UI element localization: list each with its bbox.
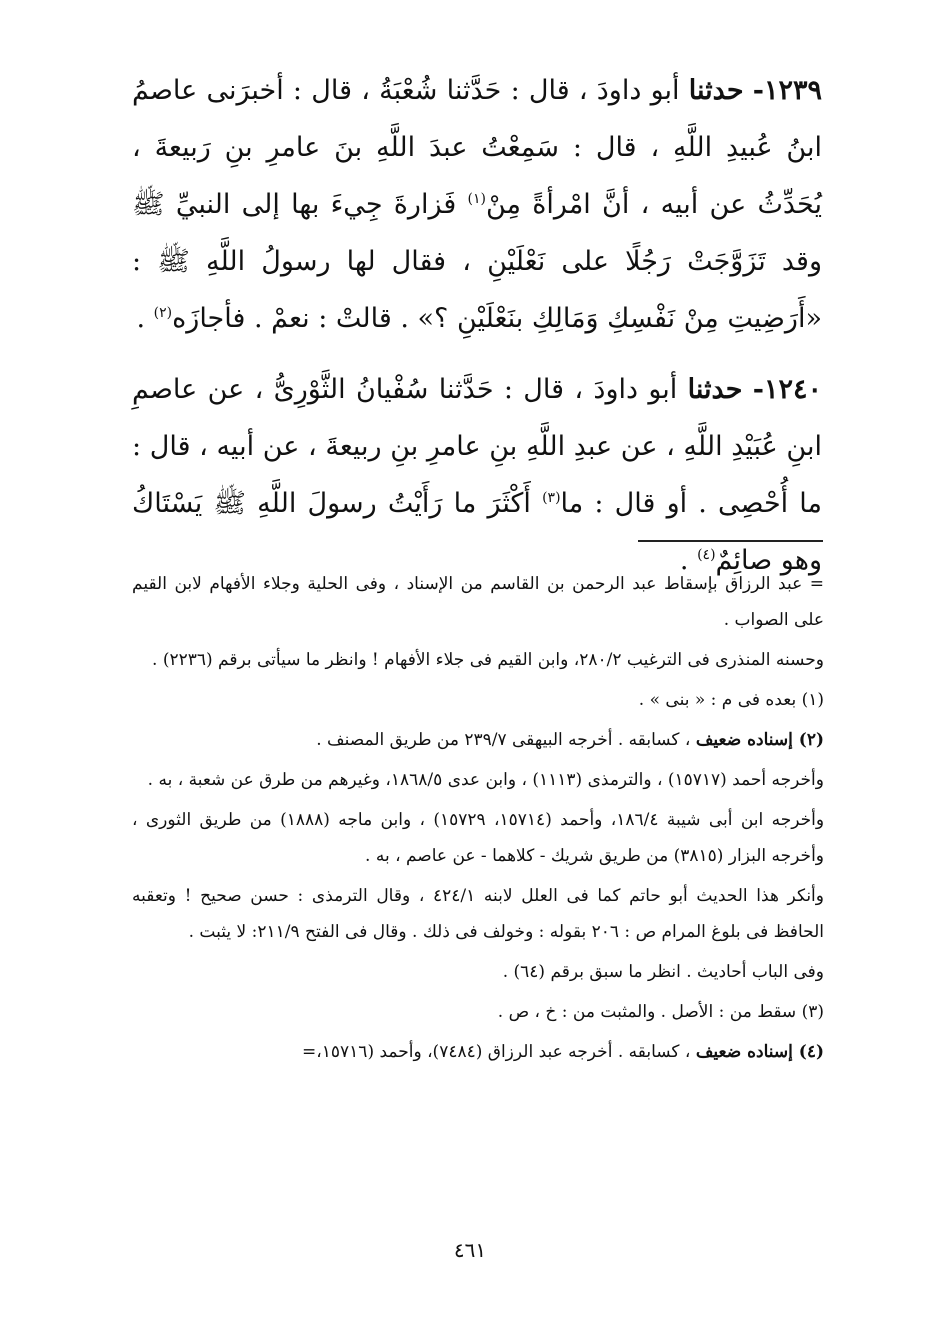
footnote-paragraph [132,682,824,718]
footnote-paragraph [132,762,824,798]
main-text [132,62,822,603]
footnote-ref: (٣) [542,490,561,506]
footnote-divider [638,540,823,542]
footnote-paragraph [132,878,824,950]
footnote-ref: (٢) [153,305,173,321]
footnote-paragraph [132,642,824,678]
footnote-text: = عبد الرزاق بإسقاط عبد الرحمن بن القاسم من الإسناد ، وفى الحلية وجلاء الأفهام لابن القيم على الصواب . [132,574,824,630]
footnote-text: وحسنه المنذرى فى الترغيب ٢٨٠/٢، وابن القيم فى جلاء الأفهام ! وانظر ما سيأتى برقم (٢٢٣٦) . [152,650,824,670]
footnote-paragraph [132,994,824,1030]
footnote-ref: (٤) [697,547,716,563]
footnote-text: وفى الباب أحاديث . انظر ما سبق برقم (٦٤) . [502,962,824,982]
hadith-intro: حدثنا [688,75,744,106]
footnote-text: وأنكر هذا الحديث أبو حاتم كما فى العلل لابنه ٤٢٤/١ ، وقال الترمذى : حسن صحيح ! وتعقبه الحافظ فى بلوغ المرام ص : ٢٠٦ بقوله : وخولف فى ذلك . وقال فى الفتح ٢١١/٩: لا يثبت . [132,886,824,942]
footnote-paragraph [132,802,824,874]
footnote-paragraph [132,722,824,758]
hadith-1239 [132,62,822,347]
footnotes [132,566,824,1074]
footnote-bold: (٤) إسناده ضعيف [695,1042,824,1062]
footnote-paragraph [132,954,824,990]
hadith-intro: حدثنا [687,374,743,405]
footnote-paragraph [132,1034,824,1070]
footnote-paragraph [132,566,824,638]
hadith-1240 [132,361,822,589]
hadith-text: . [136,303,146,334]
footnote-text: ، كسابقه . أخرجه البيهقى ٢٣٩/٧ من طريق المصنف . [316,730,691,750]
footnote-text: ، كسابقه . أخرجه عبد الرزاق (٧٤٨٤)، وأحمد (١٥٧١٦،= [302,1042,691,1062]
hadith-text: فَزارةَ جِيءَ بها إلى النبيِّ ﷺ وقد تَزَوَّجَتْ رَجُلًا على نَعْلَيْنِ ، فقال لها رسولُ اللَّهِ ﷺ : «أَرَضِيتِ مِنْ نَفْسِكِ وَمَالِكِ بنَعْلَيْنِ ؟» . قالتْ : نعمْ . فأجازَه [132,189,822,334]
hadith-number: ١٢٤٠- [752,374,822,405]
hadith-text: أبو داودَ ، قال : حَدَّثنا شُعْبَةُ ، قال : أخبرَنى عاصمُ ابنُ عُبيدِ اللَّهِ ، قال : سَمِعْتُ عبدَ اللَّهِ بنَ عامرِ بنِ رَبيعةَ ، يُحَدِّثُ عن أبيه ، أنَّ امْرأةً مِنْ [132,75,822,220]
footnote-text: (١) بعده فى م : « بنى » . [638,690,824,710]
hadith-text: أَكْثَرَ ما رَأَيْتُ رسولَ اللَّهِ ﷺ يَسْتَاكُ وهو صائِمٌ [132,488,822,576]
footnote-text: وأخرجه ابن أبى شيبة ١٨٦/٤، وأحمد (١٥٧١٤، ١٥٧٢٩) ، وابن ماجه (١٨٨٨) من طريق الثورى ، وأخرجه البزار (٣٨١٥) من طريق شريك - كلاهما - عن عاصم ، به . [132,810,825,866]
hadith-number: ١٢٣٩- [752,75,822,106]
footnote-ref: (١) [467,191,486,207]
page-number: ٤٦١ [453,1238,487,1262]
footnote-text: وأخرجه أحمد (١٥٧١٧) ، والترمذى (١١١٣) ، وابن عدى ١٨٦٨/٥، وغيرهم من طرق عن شعبة ، به . [147,770,824,790]
hadith-text: أبو داودَ ، قال : حَدَّثنا سُفْيانُ الثَّوْرِىُّ ، عن عاصمِ ابنِ عُبَيْدِ اللَّهِ ، عن عبدِ اللَّهِ بنِ عامرِ بنِ ربيعةَ ، عن أبيه ، قال : ما أُحْصِى . أو قال : ما [132,374,822,519]
hadith-text: . [679,545,689,576]
footnote-text: (٣) سقط من : الأصل . والمثبت من : خ ، ص . [497,1002,824,1022]
footnote-bold: (٢) إسناده ضعيف [695,730,824,750]
